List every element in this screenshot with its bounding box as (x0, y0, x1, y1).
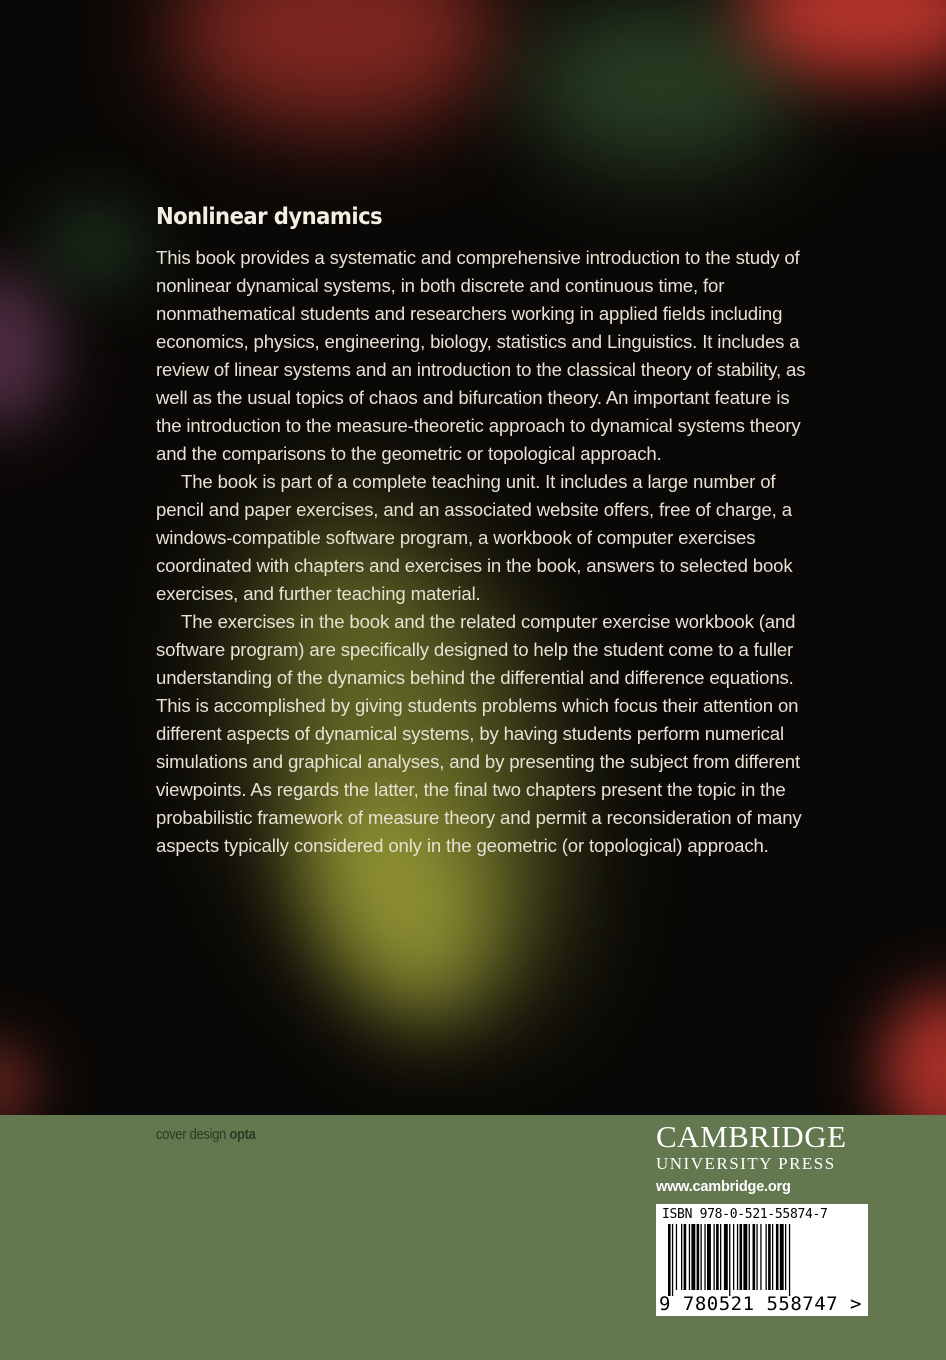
barcode-bar (740, 1224, 743, 1290)
publisher-url: www.cambridge.org (656, 1179, 791, 1195)
barcode-bar (704, 1224, 705, 1290)
barcode-bars (662, 1224, 862, 1296)
publisher-logo (656, 1120, 871, 1198)
barcode-bar (676, 1224, 677, 1290)
barcode-bar (776, 1224, 779, 1290)
barcode-digits: 9 780521 558747 > (659, 1293, 862, 1315)
back-cover-text (156, 200, 806, 860)
isbn-barcode (656, 1204, 868, 1316)
blur-green-left (40, 200, 150, 290)
barcode-bar (672, 1224, 673, 1296)
barcode-bar (720, 1224, 721, 1290)
barcode-bar (760, 1224, 761, 1290)
publisher-name: CAMBRIDGE (656, 1119, 847, 1154)
barcode-bar (716, 1224, 719, 1290)
isbn-label: ISBN 978-0-521-55874-7 (662, 1207, 828, 1222)
barcode-bar (691, 1224, 695, 1290)
barcode-bar (689, 1224, 690, 1290)
barcode-bar (737, 1224, 738, 1290)
barcode-bar (697, 1224, 700, 1290)
book-title: Nonlinear dynamics (156, 204, 383, 230)
barcode-bar (753, 1224, 756, 1290)
description-paragraph: The exercises in the book and the related computer exercise workbook (and software program) are specifically designed to help the student come to a fuller understanding of the dynamics behind the differential and difference equations. This is accomplished by giving students problems which focus their attention on different aspects of dynamical systems, by having students perform numerical simulations and graphical analyses, and by presenting the subject from different viewpoints. As regards the latter, the final two chapters present the topic in the probabilistic framework of measure theory and permit a reconsideration of many aspects typically considered only in the geometric (or topological) approach. (156, 611, 802, 856)
barcode-bar (668, 1224, 671, 1296)
barcode-bar (766, 1224, 767, 1290)
barcode-bar (749, 1224, 750, 1290)
barcode-bar (684, 1224, 687, 1290)
barcode-bar (714, 1224, 715, 1290)
barcode-bar (772, 1224, 773, 1290)
barcode-bar (780, 1224, 784, 1290)
barcode-bar (701, 1224, 702, 1290)
barcode-bar (733, 1224, 734, 1290)
barcode-bar (707, 1224, 711, 1290)
publisher-press: UNIVERSITY PRESS (656, 1154, 836, 1173)
blur-red-top (170, 0, 500, 130)
barcode-bar (743, 1224, 747, 1290)
blur-red-left (0, 270, 60, 430)
credit-designer: opta (229, 1126, 256, 1143)
barcode-bar (789, 1224, 790, 1296)
barcode-bar (756, 1224, 757, 1290)
barcode-bar (681, 1224, 682, 1290)
cover-design-credit (156, 1126, 256, 1143)
barcode-bar (724, 1224, 728, 1290)
blur-red-right (880, 990, 946, 1115)
description-paragraph: This book provides a systematic and comprehensive introduction to the study of nonlinear dynamical systems, in both discrete and continuous time, for nonmathematical students and researchers working in applied fields including economics, physics, engineering, biology, statistics and Linguistics. It includes a review of linear systems and an introduction to the classical theory of stability, as well as the usual topics of chaos and bifurcation theory. An important feature is the introduction to the measure-theoretic approach to dynamical systems theory and the comparisons to the geometric or topological approach. (156, 247, 806, 464)
barcode-bar (729, 1224, 730, 1296)
credit-prefix: cover design (156, 1126, 230, 1143)
blur-red-bottom-left (0, 1040, 40, 1115)
description-paragraph: The book is part of a complete teaching unit. It includes a large number of pencil and paper exercises, and an associated website offers, free of charge, a windows-compatible software program, a workbook of computer exercises coordinated with chapters and exercises in the book, answers to selected book exercises, and further teaching material. (156, 471, 793, 604)
barcode-bar (785, 1224, 786, 1290)
barcode-bar (768, 1224, 771, 1290)
